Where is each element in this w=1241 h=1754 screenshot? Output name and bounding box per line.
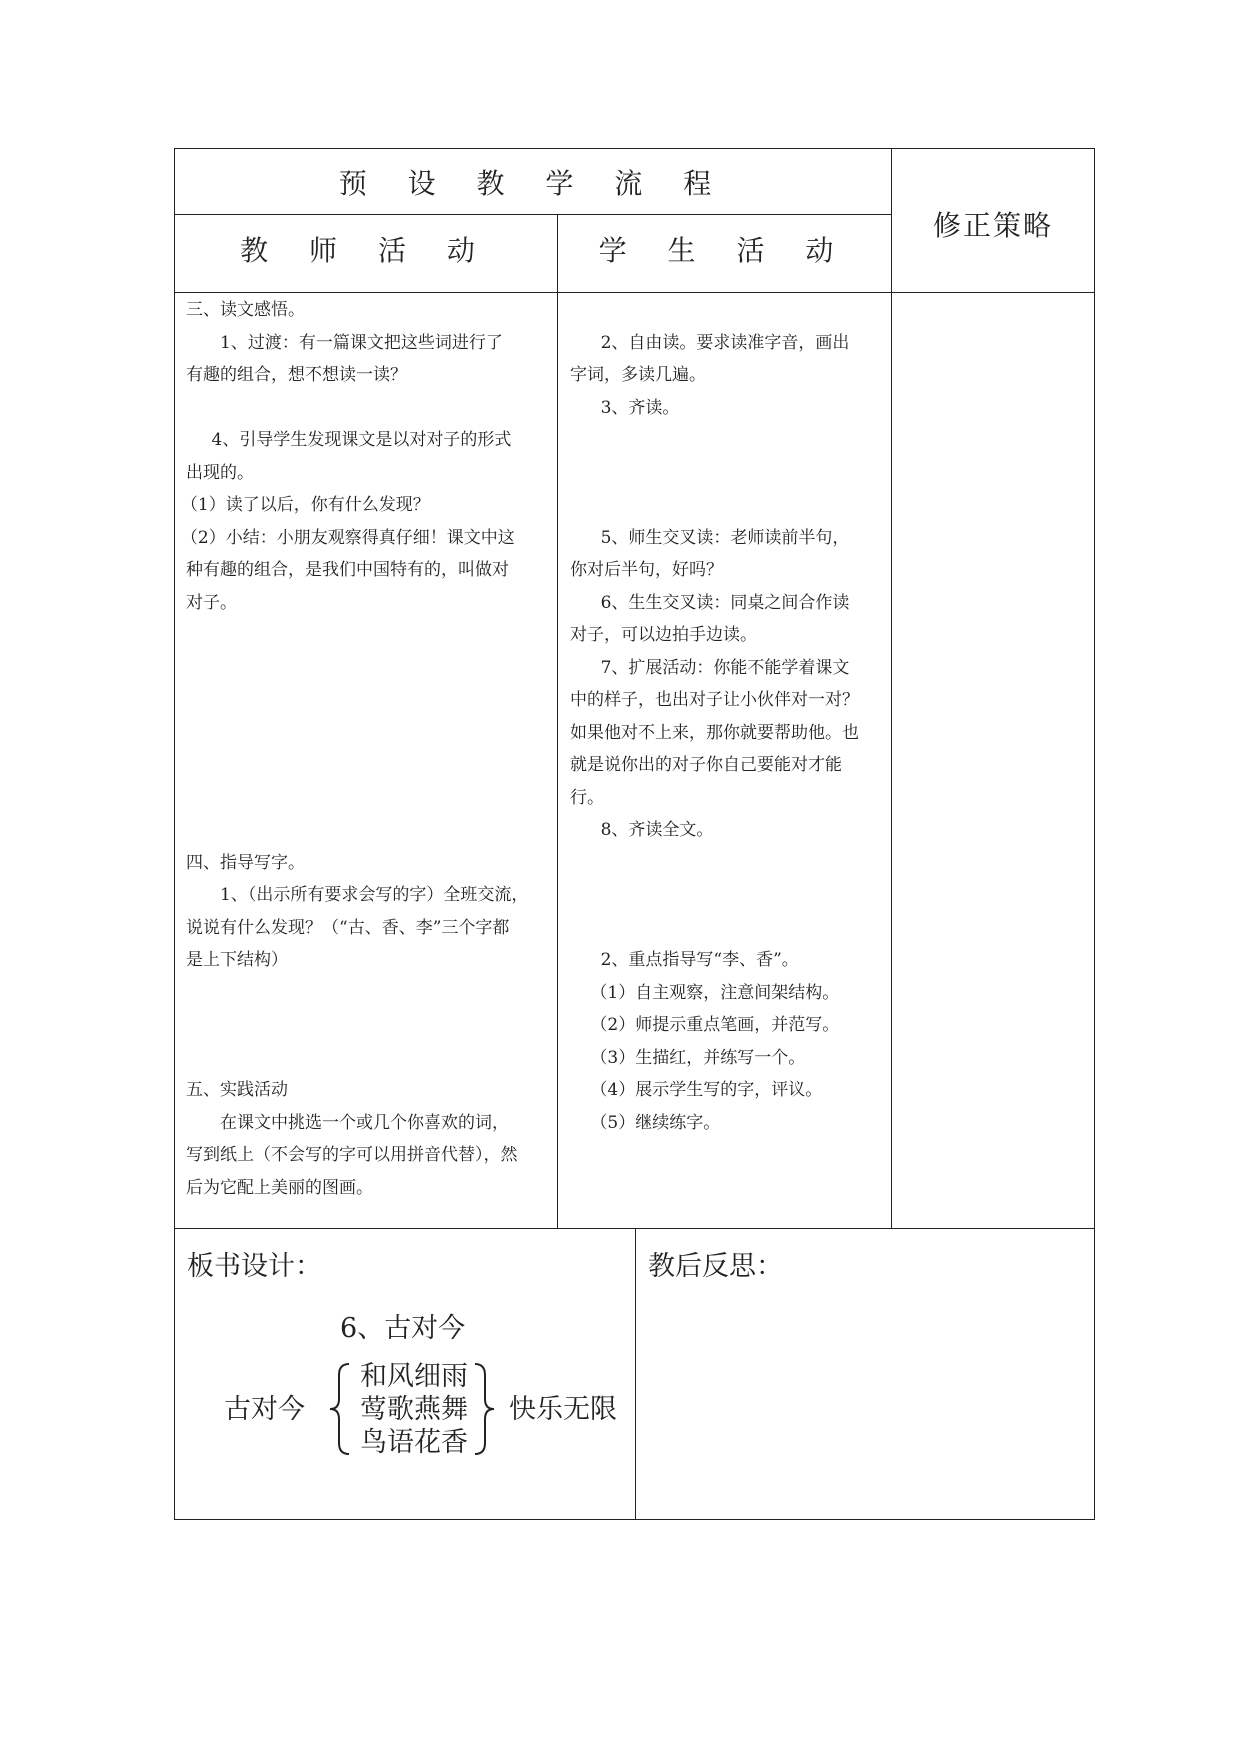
board-right-term: 快乐无限 — [509, 1394, 617, 1425]
flow-title: 预 设 教 学 流 程 — [338, 167, 728, 200]
board-pairs — [360, 1360, 468, 1459]
student-line: 2、自由读。要求读准字音，画出 — [600, 332, 850, 353]
student-line: 6、生生交叉读：同桌之间合作读 — [600, 592, 850, 613]
board-pair-3: 鸟语花香 — [360, 1427, 468, 1458]
student-line: 如果他对不上来，那你就要帮助他。也 — [570, 722, 859, 743]
student-line: 对子，可以边拍手边读。 — [570, 625, 757, 645]
student-line: （2）师提示重点笔画，并范写。 — [590, 1015, 840, 1035]
student-line: 2、重点指导写“李、香”。 — [600, 950, 799, 970]
teacher-line: 四、指导写字。 — [186, 852, 305, 873]
rule-revision-column — [891, 148, 892, 1228]
teacher-line: 在课文中挑选一个或几个你喜欢的词， — [220, 1112, 509, 1133]
student-line: 5、师生交叉读：老师读前半句， — [600, 527, 850, 548]
student-header: 学 生 活 动 — [598, 234, 850, 267]
teacher-line: 五、实践活动 — [186, 1080, 288, 1100]
revision-header: 修正策略 — [932, 209, 1053, 242]
teacher-line: 是上下结构） — [186, 950, 288, 970]
teacher-line: 说说有什么发现？（“古、香、李”三个字都 — [186, 917, 510, 938]
student-line: 字词，多读几遍。 — [570, 365, 706, 385]
board-pair-1: 和风细雨 — [360, 1361, 468, 1392]
student-line: 7、扩展活动：你能不能学着课文 — [600, 657, 850, 678]
student-line: 8、齐读全文。 — [600, 820, 714, 840]
student-line: 行。 — [570, 787, 604, 808]
board-left-term: 古对今 — [224, 1394, 305, 1425]
student-line: 中的样子，也出对子让小伙伴对一对？ — [570, 690, 859, 710]
rule-board-reflection — [635, 1228, 636, 1520]
student-line: （5）继续练字。 — [590, 1112, 721, 1133]
teacher-activities — [180, 294, 552, 1204]
teacher-line: 4、引导学生发现课文是以对对子的形式 — [211, 430, 512, 450]
student-line: 就是说你出的对子你自己要能对才能 — [570, 755, 842, 775]
reflection-label: 教后反思： — [648, 1251, 783, 1282]
student-activities — [570, 294, 888, 1139]
teacher-line: 对子。 — [186, 592, 237, 613]
right-brace-icon — [471, 1361, 497, 1457]
teacher-line: 1、过渡：有一篇课文把这些词进行了 — [220, 332, 503, 353]
rule-under-flow-title — [174, 214, 892, 215]
lesson-title: 6、古对今 — [340, 1313, 466, 1344]
student-line: （4）展示学生写的字，评议。 — [590, 1080, 823, 1100]
teacher-line: 有趣的组合，想不想读一读？ — [186, 365, 407, 385]
teacher-line: 出现的。 — [186, 462, 254, 483]
board-design-label: 板书设计： — [187, 1251, 322, 1282]
student-line: （1）自主观察，注意间架结构。 — [590, 982, 840, 1003]
rule-under-headers — [174, 292, 1095, 293]
teacher-header: 教 师 活 动 — [240, 234, 491, 267]
board-pair-2: 莺歌燕舞 — [360, 1394, 468, 1425]
teacher-line: 三、读文感悟。 — [186, 300, 305, 320]
rule-teacher-student — [557, 214, 558, 1228]
teacher-line: 种有趣的组合，是我们中国特有的，叫做对 — [186, 560, 509, 580]
teacher-line: 写到纸上（不会写的字可以用拼音代替），然 — [186, 1145, 518, 1165]
teacher-line: 1、（出示所有要求会写的字）全班交流， — [220, 885, 529, 905]
left-brace-icon — [327, 1361, 353, 1457]
student-line: （3）生描红，并练写一个。 — [590, 1047, 806, 1068]
student-line: 你对后半句，好吗？ — [570, 560, 723, 580]
teacher-line: （1）读了以后，你有什么发现？ — [180, 495, 430, 515]
teacher-line: （2）小结：小朋友观察得真仔细！课文中这 — [180, 527, 515, 548]
student-line: 3、齐读。 — [600, 397, 680, 418]
teacher-line: 后为它配上美丽的图画。 — [186, 1177, 373, 1198]
